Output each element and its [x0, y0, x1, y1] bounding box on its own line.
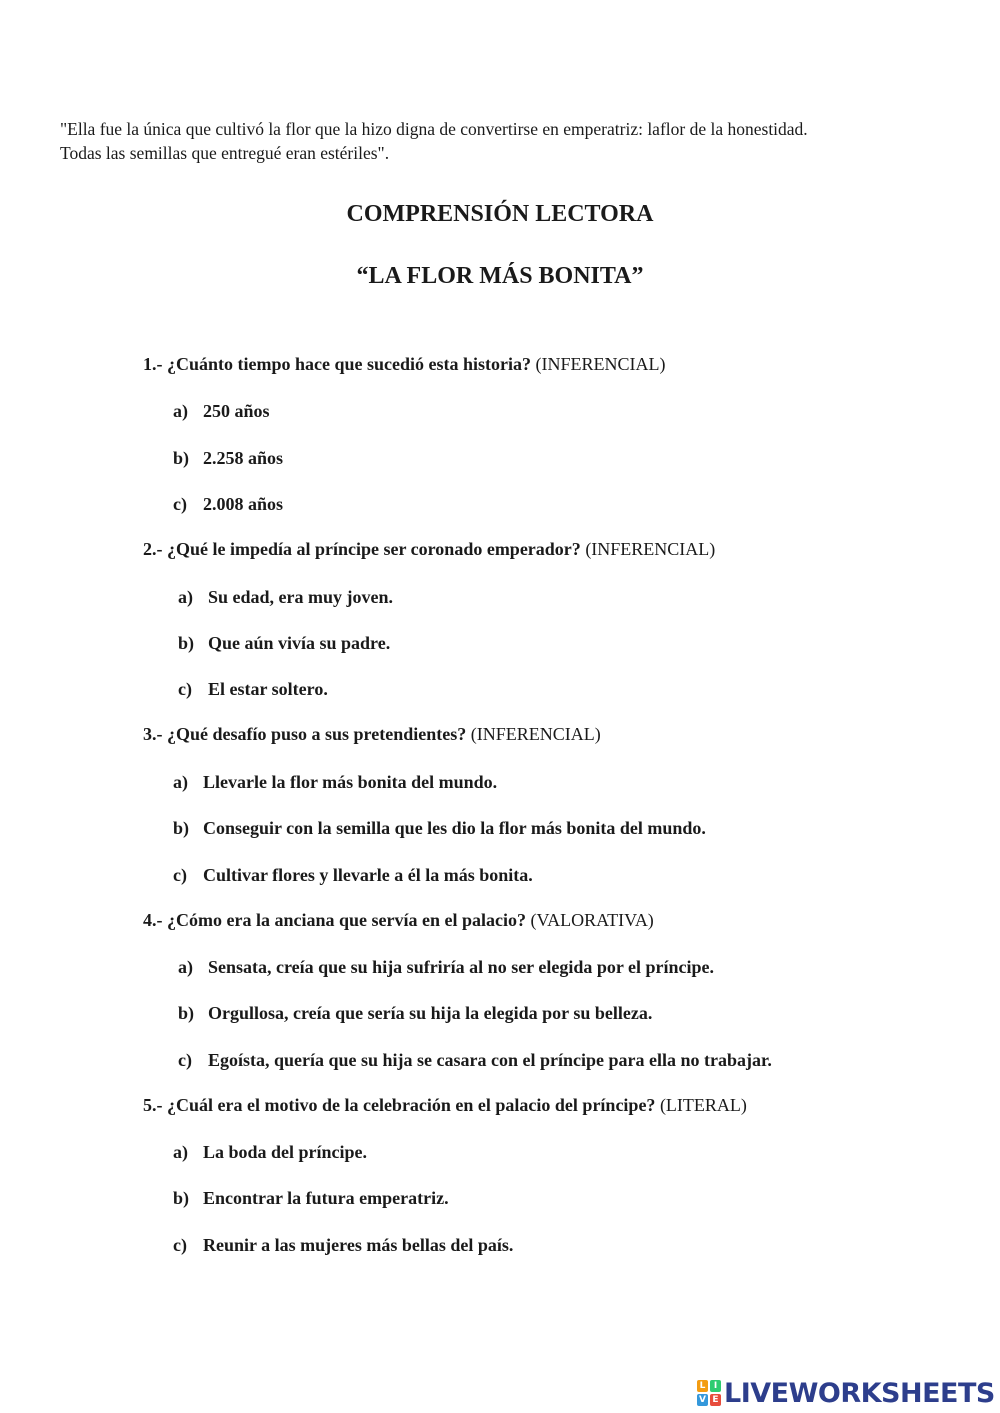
page-title: COMPRENSIÓN LECTORA [346, 201, 654, 227]
option-letter: a) [173, 772, 188, 792]
logo-mark-letter: L [697, 1380, 708, 1392]
option-2c[interactable] [178, 679, 328, 700]
option-text: Su edad, era muy joven. [208, 587, 394, 607]
intro-quote [60, 117, 960, 165]
question-4 [143, 910, 654, 931]
question-text: 4.- ¿Cómo era la anciana que servía en el palacio? [143, 910, 526, 930]
logo-mark-icon [697, 1380, 721, 1406]
option-letter: b) [173, 818, 190, 838]
logo-mark-letter: V [697, 1394, 708, 1406]
option-text: 2.258 años [203, 448, 284, 468]
option-5c[interactable] [173, 1235, 513, 1256]
option-letter: a) [173, 1142, 188, 1162]
option-2a[interactable] [178, 587, 393, 608]
liveworksheets-logo [697, 1378, 995, 1408]
option-letter: b) [173, 1188, 190, 1208]
option-letter: a) [178, 587, 193, 607]
option-text: El estar soltero. [208, 679, 328, 699]
option-4a[interactable] [178, 957, 714, 978]
option-3a[interactable] [173, 772, 497, 793]
option-text: Encontrar la futura emperatriz. [203, 1188, 449, 1208]
option-text: Llevarle la flor más bonita del mundo. [203, 772, 498, 792]
question-text: 3.- ¿Qué desafío puso a sus pretendientes? [143, 724, 467, 744]
option-4b[interactable] [178, 1003, 652, 1024]
option-letter: b) [178, 633, 195, 653]
option-text: Conseguir con la semilla que les dio la flor más bonita del mundo. [203, 818, 706, 838]
question-text: 1.- ¿Cuánto tiempo hace que sucedió esta historia? [143, 354, 531, 374]
question-2 [143, 539, 715, 560]
question-type: (VALORATIVA) [530, 910, 654, 930]
question-type: (INFERENCIAL) [585, 539, 716, 559]
option-letter: b) [173, 448, 190, 468]
option-text: Cultivar flores y llevarle a él la más bonita. [203, 865, 533, 885]
option-text: Sensata, creía que su hija sufriría al no ser elegida por el príncipe. [208, 957, 715, 977]
option-text: Reunir a las mujeres más bellas del país. [203, 1235, 514, 1255]
logo-mark-letter: E [710, 1394, 721, 1406]
option-1a[interactable] [173, 401, 270, 422]
intro-line-1: "Ella fue la única que cultivó la flor que la hizo digna de convertirse en emperatriz: laflor de la honestidad. [60, 119, 808, 139]
option-text: Orgullosa, creía que sería su hija la elegida por su belleza. [208, 1003, 653, 1023]
question-1 [143, 354, 665, 375]
option-text: La boda del príncipe. [203, 1142, 368, 1162]
question-type: (LITERAL) [659, 1095, 747, 1115]
option-3b[interactable] [173, 818, 706, 839]
option-letter: c) [178, 1050, 192, 1070]
option-letter: c) [173, 865, 187, 885]
option-text: 2.008 años [203, 494, 284, 514]
page-subtitle: “LA FLOR MÁS BONITA” [356, 263, 644, 289]
option-letter: c) [173, 1235, 187, 1255]
question-type: (INFERENCIAL) [535, 354, 666, 374]
option-1b[interactable] [173, 448, 283, 469]
option-text: 250 años [203, 401, 270, 421]
question-text: 2.- ¿Qué le impedía al príncipe ser coronado emperador? [143, 539, 581, 559]
question-5 [143, 1095, 747, 1116]
option-3c[interactable] [173, 865, 533, 886]
option-letter: b) [178, 1003, 195, 1023]
question-type: (INFERENCIAL) [470, 724, 601, 744]
option-2b[interactable] [178, 633, 390, 654]
option-letter: a) [178, 957, 193, 977]
logo-mark-letter: I [710, 1380, 721, 1392]
logo-text: LIVEWORKSHEETS [724, 1377, 995, 1409]
option-letter: a) [173, 401, 188, 421]
intro-line-2: Todas las semillas que entregué eran estériles". [60, 143, 390, 163]
option-5a[interactable] [173, 1142, 367, 1163]
option-text: Egoísta, quería que su hija se casara con el príncipe para ella no trabajar. [208, 1050, 772, 1070]
option-letter: c) [178, 679, 192, 699]
option-letter: c) [173, 494, 187, 514]
option-4c[interactable] [178, 1050, 772, 1071]
option-5b[interactable] [173, 1188, 449, 1209]
option-1c[interactable] [173, 494, 283, 515]
question-text: 5.- ¿Cuál era el motivo de la celebración en el palacio del príncipe? [143, 1095, 656, 1115]
option-text: Que aún vivía su padre. [208, 633, 391, 653]
question-3 [143, 724, 601, 745]
